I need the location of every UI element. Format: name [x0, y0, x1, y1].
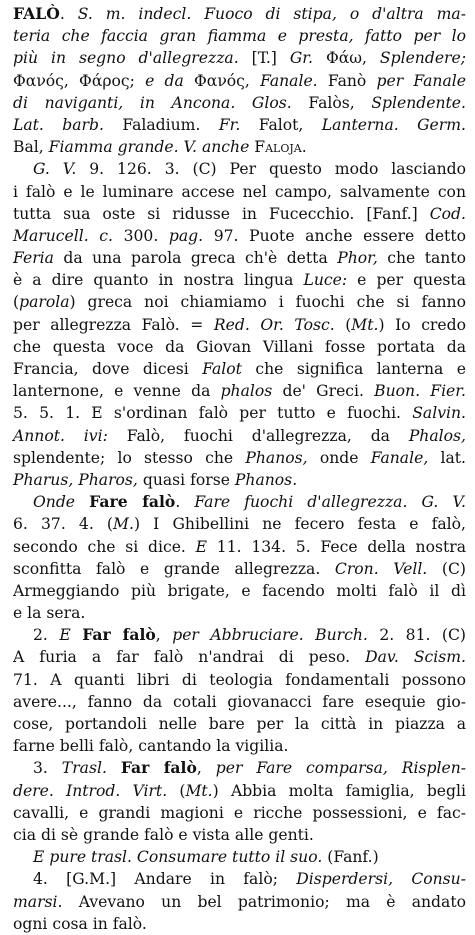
- text-line: [13, 691, 466, 713]
- text-line: [13, 402, 466, 424]
- text-run: Φανός, Φάρος;: [13, 71, 146, 90]
- text-run: Faloja: [254, 138, 302, 157]
- text-line: [13, 158, 466, 180]
- text-run: G. V.: [33, 160, 90, 179]
- text-line: [13, 336, 466, 358]
- text-run: Dav. Scism.: [365, 648, 466, 667]
- text-line: [13, 203, 466, 225]
- text-run: marsi.: [13, 892, 79, 911]
- text-run: Feria: [13, 249, 64, 268]
- text-run: phalos: [220, 382, 283, 401]
- text-run: Φάω,: [325, 49, 380, 68]
- text-run: secondo che si dice.: [13, 537, 196, 556]
- text-run: e la sera.: [13, 604, 86, 623]
- text-line: [13, 913, 466, 935]
- text-run: de' Greci.: [282, 382, 375, 401]
- text-run: Mt.: [351, 315, 379, 334]
- text-run: per allegrezza Falò. =: [13, 315, 214, 334]
- text-line: [13, 114, 466, 136]
- text-run: i falò e le luminare accese nel campo, salvamente con: [13, 182, 466, 201]
- text-line: [13, 669, 466, 691]
- text-run: Fr.: [218, 115, 259, 134]
- text-run: .: [175, 493, 195, 512]
- text-run: A furia a far falò n'andrai di peso.: [13, 648, 366, 667]
- text-run: Splendere;: [379, 49, 466, 68]
- text-line: [13, 25, 466, 47]
- text-run: Faladium.: [122, 115, 219, 134]
- text-run: Falòs,: [308, 93, 372, 112]
- text-line: [13, 314, 466, 336]
- text-run: Phor,: [337, 249, 388, 268]
- text-line: [13, 70, 466, 92]
- text-run: teria che faccia gran fiamma e presta, fatto per lo: [13, 27, 466, 46]
- text-run: Fanò: [327, 71, 377, 90]
- text-line: [13, 447, 466, 469]
- text-run: Phalos,: [408, 426, 466, 445]
- text-line: [13, 735, 466, 757]
- text-run: (: [345, 315, 352, 334]
- text-run: cavalli, e grandi magioni e ricche possessioni, e fac-: [13, 803, 466, 822]
- text-run: 3.: [33, 759, 62, 778]
- text-run: Avevano un bel patrimonio; ma è andato: [78, 892, 466, 911]
- text-run: ,: [155, 626, 173, 645]
- text-run: Marucell. c.: [13, 226, 124, 245]
- text-run: FALÒ: [13, 4, 60, 23]
- text-line: [13, 491, 466, 513]
- text-run: ) greca noi chiamiamo i fuochi che si fanno: [69, 293, 466, 312]
- text-line: [13, 624, 466, 646]
- text-line: [13, 380, 466, 402]
- text-run: Falot: [202, 360, 256, 378]
- text-run: per Fare comparsa, Risplen-: [215, 759, 467, 778]
- text-run: E: [59, 626, 83, 645]
- text-run: per Abbruciare. Burch.: [172, 626, 380, 645]
- text-run: cose, portandoli nelle bare per la città in piazza a: [13, 715, 466, 733]
- text-line: [13, 646, 466, 668]
- text-line: [13, 269, 466, 291]
- text-run: onde: [319, 448, 371, 467]
- text-run: ) Io credo: [378, 315, 466, 334]
- text-run: S. m. indecl. Fuoco di stipa, o d'altra ma-: [77, 5, 466, 23]
- text-run: 9. 126. 3. (C) Per questo modo lasciando: [89, 160, 467, 179]
- text-line: [13, 513, 466, 535]
- text-line: [13, 247, 466, 269]
- text-line: [13, 602, 466, 624]
- text-run: ) Abbia molta famiglia, begli: [212, 781, 466, 800]
- text-run: lat.: [440, 448, 467, 467]
- text-run: Phanos.: [234, 470, 298, 489]
- text-run: ,: [196, 759, 216, 778]
- text-run: Cron. Vell.: [334, 559, 442, 578]
- text-run: 97. Puote anche essere detto: [213, 226, 466, 245]
- text-run: ogni cosa in falò.: [13, 914, 147, 933]
- text-run: .: [301, 138, 307, 157]
- text-run: che tanto: [387, 249, 466, 268]
- text-line: [13, 3, 466, 25]
- text-run: 11. 134. 5. Fece della nostra: [216, 537, 466, 556]
- text-run: Onde: [33, 493, 90, 512]
- text-line: [13, 780, 466, 802]
- text-run: (Fanf.): [327, 848, 379, 867]
- text-line: [13, 558, 466, 580]
- dictionary-entry-falo: [13, 3, 466, 935]
- text-run: che significa lanterna e: [255, 360, 466, 378]
- text-line: [13, 47, 466, 69]
- text-run: Falot,: [258, 115, 322, 134]
- text-run: Red. Or. Tosc.: [213, 315, 346, 334]
- text-run: è a dire quanto in nostra lingua: [13, 271, 304, 290]
- text-run: Bal,: [13, 138, 49, 157]
- text-run: Pharus, Pharos,: [13, 470, 143, 489]
- text-line: [13, 868, 466, 890]
- text-run: che questa voce da Giovan Villani fosse portata da: [13, 337, 466, 356]
- text-run: Buon. Fier.: [374, 382, 466, 401]
- text-run: E pure trasl. Consumare tutto il suo.: [33, 848, 328, 867]
- text-run: splendente; lo stesso che: [13, 448, 246, 467]
- text-line: [13, 358, 466, 380]
- text-run: di naviganti, in Ancona. Glos.: [13, 93, 309, 112]
- text-run: più in segno d'allegrezza.: [13, 49, 252, 68]
- text-line: [13, 425, 466, 447]
- text-run: sconfitta falò e grande allegrezza.: [13, 559, 335, 578]
- text-run: Trasl.: [61, 759, 121, 778]
- text-run: Lanterna. Germ.: [321, 115, 466, 134]
- text-line: [13, 136, 466, 158]
- text-run: Splendente.: [371, 93, 466, 112]
- text-run: Fiamma grande. V. anche: [48, 138, 255, 157]
- text-run: Lat. barb.: [13, 115, 123, 134]
- text-run: Φανός,: [194, 71, 261, 90]
- text-run: E: [195, 537, 217, 556]
- text-run: lanternone, e venne da: [13, 382, 221, 401]
- text-run: Francia, dove dicesi: [13, 360, 203, 378]
- text-line: [13, 757, 466, 779]
- text-run: (: [13, 293, 20, 312]
- text-run: Cod.: [429, 204, 466, 223]
- text-run: 2.: [33, 626, 60, 645]
- text-run: da una parola greca ch'è detta: [63, 249, 338, 268]
- text-line: [13, 291, 466, 313]
- text-line: [13, 181, 466, 203]
- text-run: 5. 5. 1. E s'ordinan falò per tutto e fuochi.: [13, 404, 413, 423]
- text-run: .: [59, 5, 78, 23]
- text-line: [13, 225, 466, 247]
- text-run: 6. 37. 4. (: [13, 515, 114, 534]
- text-run: Annot. ivi:: [13, 426, 127, 445]
- text-run: tutta sua oste si ridusse in Fucecchio. [Fanf.]: [13, 204, 430, 223]
- text-run: Fare fuochi d'allegrezza. G. V.: [194, 493, 466, 512]
- text-run: farne belli falò, cantando la vigilia.: [13, 737, 289, 756]
- text-line: [13, 580, 466, 602]
- text-run: e da: [145, 71, 194, 90]
- text-line: [13, 846, 466, 868]
- text-run: 4. [G.M.] Andare in falò;: [33, 870, 297, 889]
- text-run: Falò, fuochi d'allegrezza, da: [126, 426, 409, 445]
- text-run: Armeggiando più brigate, e facendo molti falò il dì: [13, 581, 466, 600]
- text-run: pag.: [168, 226, 214, 245]
- text-run: quasi forse: [142, 470, 235, 489]
- text-run: Far falò: [82, 625, 156, 645]
- text-line: [13, 802, 466, 824]
- text-run: (: [179, 781, 186, 800]
- text-run: (C): [441, 559, 466, 578]
- text-run: Gr.: [289, 49, 326, 68]
- text-line: [13, 92, 466, 114]
- text-line: [13, 469, 466, 491]
- text-run: dere. Introd. Virt.: [13, 781, 180, 800]
- text-run: [T.]: [251, 49, 290, 68]
- text-run: Mt.: [185, 781, 213, 800]
- text-run: 2. 81. (C): [379, 626, 467, 645]
- text-run: parola: [19, 293, 70, 312]
- text-line: [13, 713, 466, 735]
- text-run: Disperdersi, Consu-: [296, 870, 466, 889]
- text-run: Phanos,: [245, 448, 320, 467]
- text-line: [13, 536, 466, 558]
- text-run: Luce:: [303, 271, 358, 290]
- text-line: [13, 824, 466, 846]
- text-run: avere..., fanno da cotali giovanacci fare esequie gio-: [13, 692, 466, 711]
- text-run: Salvin.: [412, 404, 466, 423]
- text-run: e per questa: [357, 271, 466, 290]
- text-run: Far falò: [120, 758, 197, 778]
- text-run: cia di sè grande falò e vista alle genti.: [13, 825, 314, 844]
- text-run: Fanale.: [260, 71, 328, 90]
- text-run: ) I Ghibellini ne fecero festa e falò,: [133, 515, 467, 534]
- text-run: 300.: [123, 226, 169, 245]
- text-run: 71. A quanti libri di teologia fondamentali possono: [13, 670, 466, 689]
- text-run: per Fanale: [376, 71, 466, 90]
- text-line: [13, 891, 466, 913]
- text-run: M.: [113, 515, 134, 534]
- text-run: Fare falò: [89, 492, 176, 512]
- text-run: Fanale,: [370, 448, 441, 467]
